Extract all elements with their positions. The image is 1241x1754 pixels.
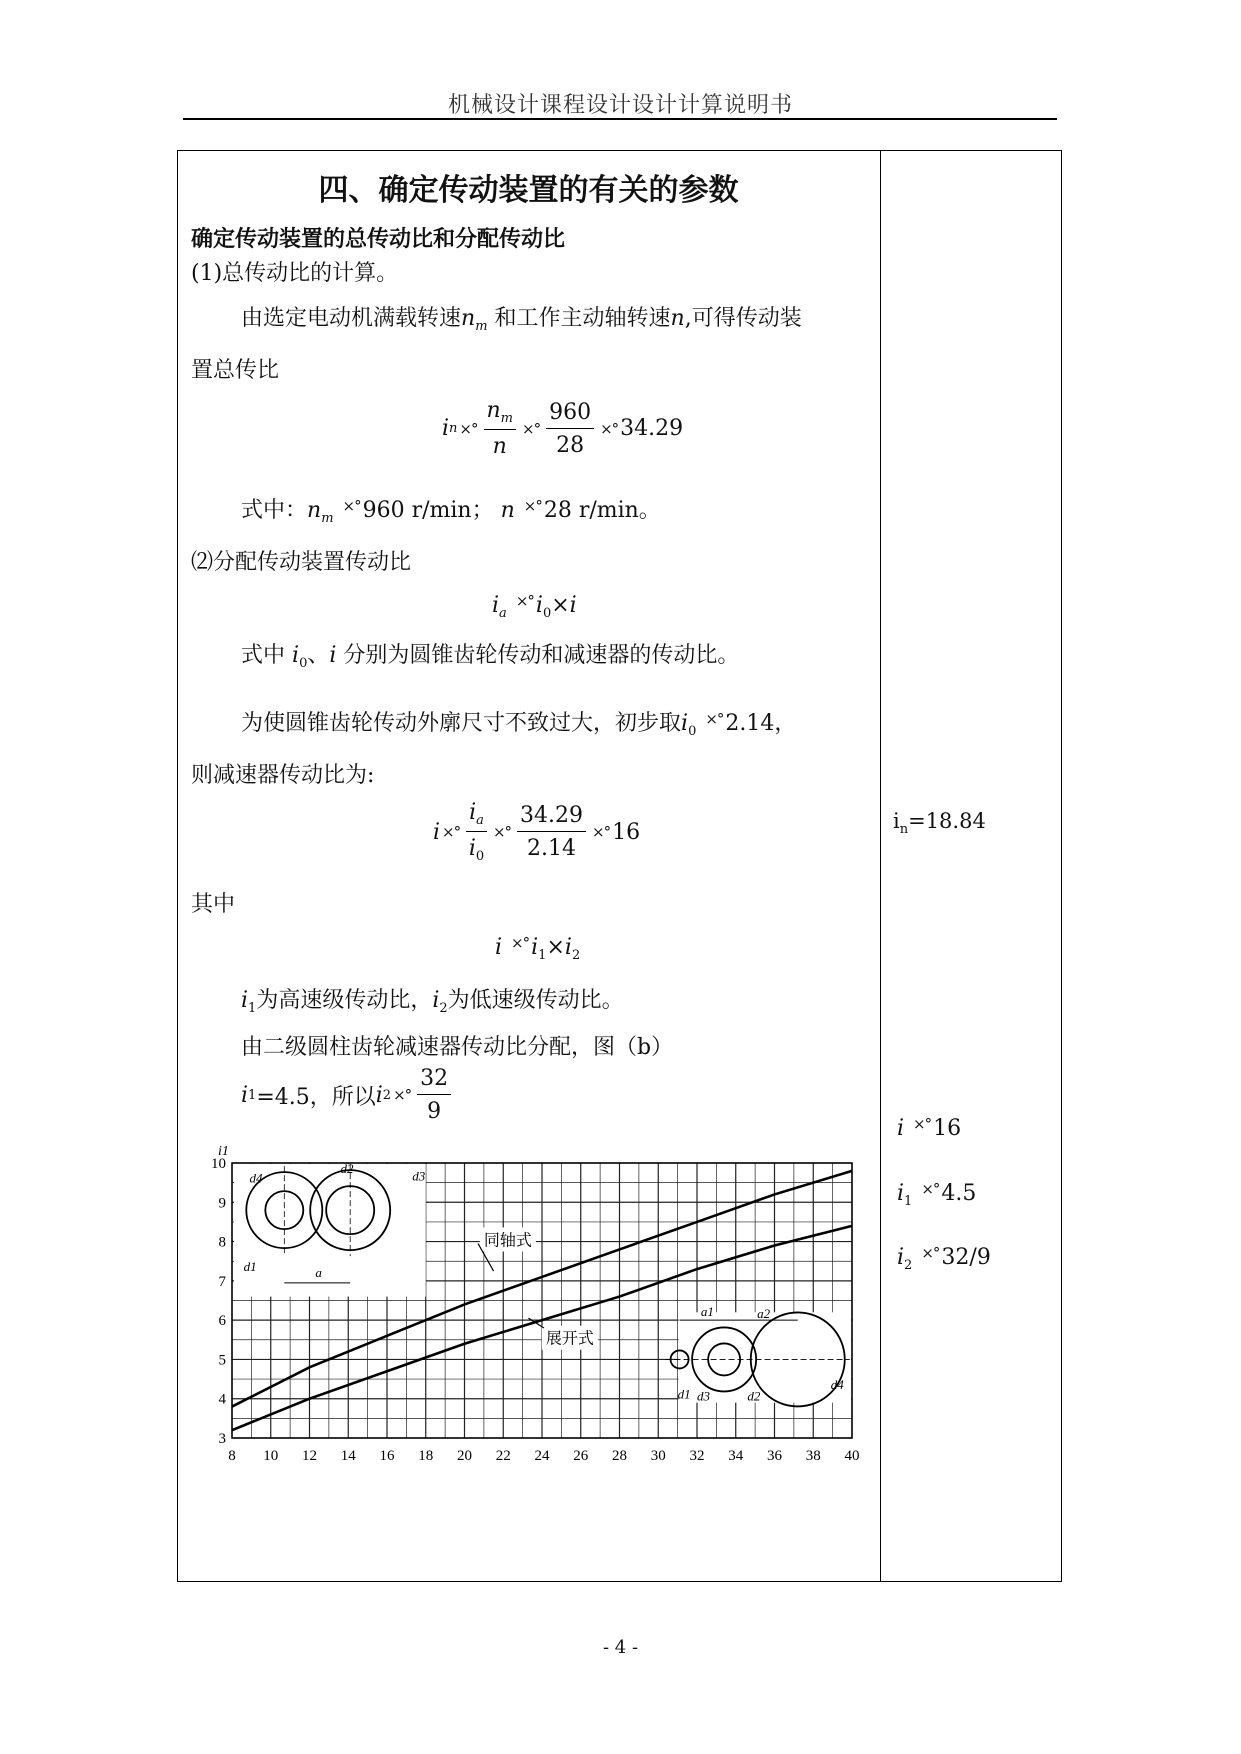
x-tick-label: 30 <box>650 1448 666 1464</box>
y-tick-label: 7 <box>218 1273 226 1290</box>
paragraph-2a: 为使圆锥齿轮传动外廓尺寸不致过大，初步取$i_0$ ×°2.14， <box>241 710 797 739</box>
sidebar-i1-result: $i_1$ ×°4.5 <box>897 1180 977 1209</box>
inset1-label: a <box>315 1264 322 1280</box>
y-axis-label: i1 <box>218 1144 229 1159</box>
x-tick-label: 8 <box>228 1448 236 1464</box>
fraction-960-28: $\frac{960}{28}$ <box>546 400 594 458</box>
x-tick-label: 16 <box>379 1448 395 1464</box>
equation-ia: $i_a$ $^{\times^\circ}i_0\times i$ <box>492 592 577 621</box>
y-tick-label: 9 <box>218 1195 226 1212</box>
fraction-32-9: $\frac{32}{9}$ <box>417 1066 451 1124</box>
fraction-3429-214: $\frac{34.29}{2.14}$ <box>517 803 586 861</box>
sidebar-i-result: i ×°16 <box>897 1115 962 1141</box>
x-tick-label: 22 <box>495 1448 511 1464</box>
x-tick-label: 36 <box>767 1448 782 1464</box>
y-tick-label: 10 <box>211 1156 226 1172</box>
qizhong-label: 其中 <box>191 892 236 917</box>
x-tick-label: 34 <box>728 1448 744 1464</box>
y-tick-label: 8 <box>218 1234 226 1251</box>
x-tick-label: 14 <box>340 1448 356 1464</box>
where-clause-1: 式中：$n_m$ ×°960 r/min； n ×°28 r/min。 <box>241 497 661 526</box>
x-tick-label: 12 <box>302 1448 317 1464</box>
header-rule <box>183 118 1057 120</box>
document-header-title: 机械设计课程设计设计计算说明书 <box>447 93 793 118</box>
x-tick-label: 18 <box>418 1448 434 1464</box>
y-tick-label: 4 <box>218 1391 226 1408</box>
paragraph-5: i 1 =4.5，所以 i 2 ×° $\frac{32}{9}$ <box>241 1066 455 1124</box>
equation-reducer-ratio: i ×° $\frac{i_a}{i_0}$ ×° $\frac{34.29}{2.14}$ ×° 16 <box>433 800 641 864</box>
series-label-1: 同轴式 <box>483 1232 532 1250</box>
where-clause-2: 式中 $i_0$、i 分别为圆锥齿轮传动和减速器的传动比。 <box>241 643 740 671</box>
table-column-divider <box>880 150 881 1582</box>
inset2-label: d1 <box>677 1386 691 1402</box>
inset1-label: d1 <box>243 1259 257 1275</box>
inset1-label: d2 <box>340 1160 354 1176</box>
paragraph-3: $i_1$为高速级传动比，$i_2$为低速级传动比。 <box>241 988 624 1016</box>
inset2-label: d3 <box>697 1388 710 1404</box>
inset2-label: a2 <box>757 1306 771 1322</box>
step2-title: ⑵分配传动装置传动比 <box>191 550 412 575</box>
x-tick-label: 38 <box>805 1448 821 1464</box>
fraction-ia-i0: $\frac{i_a}{i_0}$ <box>466 800 487 864</box>
y-tick-label: 3 <box>218 1431 226 1447</box>
x-tick-label: 32 <box>689 1448 705 1464</box>
x-tick-label: 24 <box>534 1448 550 1464</box>
inset1-label: d4 <box>249 1170 263 1186</box>
sidebar-i2-result: $i_2$ ×°32/9 <box>897 1244 991 1273</box>
inset1-label: d3 <box>412 1168 426 1184</box>
sub-heading: 确定传动装置的总传动比和分配传动比 <box>191 226 566 252</box>
step1-title: (1)总传动比的计算。 <box>191 261 399 286</box>
inset2-label: d2 <box>747 1388 761 1404</box>
sidebar-in-result: $i_n=18.84$ <box>893 809 986 837</box>
section-title: 四、确定传动装置的有关的参数 <box>318 173 739 208</box>
paragraph-1a: 由选定电动机满载转速$n_m$ 和工作主动轴转速n,可得传动装 <box>241 306 802 334</box>
equation-i-split: i $^{\times^\circ}i_1\times i_2$ <box>495 934 581 963</box>
ratio-distribution-chart <box>202 1135 868 1484</box>
inset2-label: d4 <box>830 1376 844 1392</box>
page-number: - 4 - <box>602 1637 639 1658</box>
series-label-2: 展开式 <box>545 1330 594 1348</box>
x-tick-label: 10 <box>263 1448 279 1464</box>
fraction-nm-n: $\frac{n_m}{n}$ <box>484 398 517 459</box>
chart-svg <box>202 1135 868 1480</box>
paragraph-4: 由二级圆柱齿轮减速器传动比分配，图（b） <box>241 1035 674 1060</box>
inset2-label: a1 <box>700 1304 714 1320</box>
x-tick-label: 20 <box>457 1448 472 1464</box>
equation-total-ratio: i n ×° $\frac{n_m}{n}$ ×° $\frac{960}{28}$ ×° 34.29 <box>442 398 684 459</box>
x-tick-label: 40 <box>844 1448 860 1464</box>
x-tick-label: 26 <box>573 1448 589 1464</box>
y-tick-label: 5 <box>218 1352 226 1369</box>
paragraph-1b: 置总传比 <box>191 358 280 383</box>
x-tick-label: 28 <box>612 1448 627 1464</box>
y-tick-label: 6 <box>218 1313 226 1330</box>
inset-coaxial-panel <box>234 1164 426 1297</box>
paragraph-2b: 则减速器传动比为: <box>191 763 375 788</box>
